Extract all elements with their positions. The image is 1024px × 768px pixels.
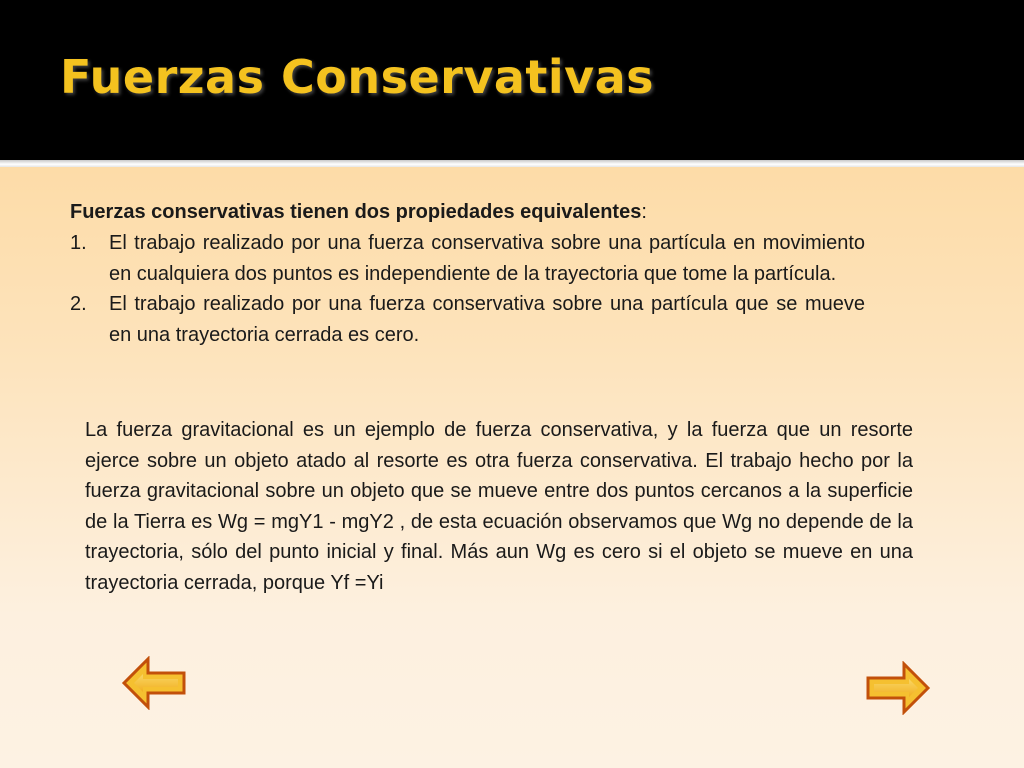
right-arrow-icon [865,661,931,715]
left-arrow-icon [121,656,187,710]
properties-list [70,228,865,350]
next-button[interactable] [865,661,931,715]
intro-colon: : [641,201,647,223]
intro-line [70,197,865,228]
slide-title: Fuerzas Conservativas [60,50,655,104]
list-item [70,228,865,289]
back-button[interactable] [121,656,187,710]
intro-bold-text: Fuerzas conservativas tienen dos propiedades equivalentes [70,201,642,223]
list-item-text: El trabajo realizado por una fuerza conservativa sobre una partícula que se mueve en una trayectoria cerrada es cero. [109,293,865,346]
list-item [70,289,865,350]
list-item-number: 2. [70,293,87,315]
explanation-paragraph: La fuerza gravitacional es un ejemplo de fuerza conservativa, y la fuerza que un resorte ejerce sobre un objeto atado al resorte es otra fuerza conservativa. El trabajo hecho por la fuerza gravitacional sobre un objeto que se mueve entre dos puntos cercanos a la superficie de la Tierra es Wg = mgY1 - mgY2 , de esta ecuación observamos que Wg no depende de la trayectoria, sólo del punto inicial y final. Más aun Wg es cero si el objeto se mueve en una trayectoria cerrada, porque Yf =Yi [85,419,913,594]
list-item-text: El trabajo realizado por una fuerza conservativa sobre una partícula en movimiento en cualquiera dos puntos es independiente de la trayectoria que tome la partícula. [109,232,865,285]
list-item-number: 1. [70,232,87,254]
title-divider [0,160,1024,167]
title-bar [0,0,1024,160]
